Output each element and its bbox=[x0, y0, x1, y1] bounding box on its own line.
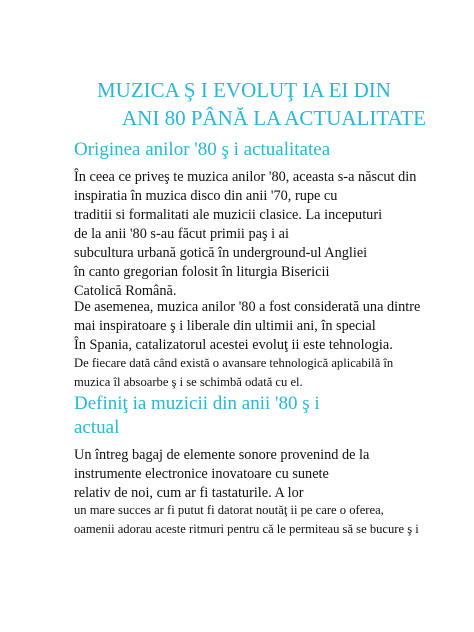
text-line: relativ de noi, cum ar fi tastaturile. A lor bbox=[74, 485, 304, 501]
section-heading-origins: Originea anilor '80 ş i actualitatea bbox=[74, 139, 331, 160]
text-line: în canto gregorian folosit în liturgia Bisericii bbox=[74, 264, 330, 280]
text-line: de la anii '80 s-au făcut primii paş i ai bbox=[74, 226, 289, 242]
text-line: De fiecare dată când există o avansare tehnologică aplicabilă în bbox=[74, 356, 394, 370]
document-title bbox=[60, 76, 460, 132]
title-line-1: MUZICA Ş I EVOLUŢ IA EI DIN bbox=[97, 78, 391, 102]
section-heading-definition bbox=[74, 392, 320, 440]
text-line: În Spania, catalizatorul acestei evoluţ ii este tehnologia. bbox=[74, 337, 393, 353]
text-line: În ceea ce priveş te muzica anilor '80, aceasta s-a născut din bbox=[74, 169, 417, 185]
text-line: subcultura urbană gotică în underground-ul Angliei bbox=[74, 245, 368, 261]
text-line: De asemenea, muzica anilor '80 a fost considerată una dintre bbox=[74, 299, 421, 315]
title-line-2: ANI 80 PÂNĂ LA ACTUALITATE bbox=[122, 106, 426, 130]
paragraph-definition-1 bbox=[74, 446, 369, 503]
heading-line-2: actual bbox=[74, 417, 120, 438]
paragraph-origins-1 bbox=[74, 168, 416, 301]
text-line: un mare succes ar fi putut fi datorat noutăţ ii pe care o oferea, bbox=[74, 503, 384, 517]
text-line: oamenii adorau aceste ritmuri pentru că le permiteau să se bucure ş i bbox=[74, 522, 419, 536]
text-line: muzica îl absoarbe ş i se schimbă odată cu el. bbox=[74, 375, 303, 389]
text-line: Catolică Română. bbox=[74, 283, 177, 299]
heading-line-1: Definiţ ia muzicii din anii '80 ş i bbox=[74, 393, 320, 414]
paragraph-origins-2 bbox=[74, 298, 420, 355]
paragraph-origins-3 bbox=[74, 354, 393, 392]
paragraph-definition-2 bbox=[74, 501, 419, 539]
text-line: mai inspiratoare ş i liberale din ultimii ani, în special bbox=[74, 318, 376, 334]
text-line: instrumente electronice inovatoare cu sunete bbox=[74, 466, 329, 482]
text-line: traditii si formalitati ale muzicii clasice. La inceputuri bbox=[74, 207, 383, 223]
text-line: Un întreg bagaj de elemente sonore provenind de la bbox=[74, 447, 370, 463]
text-line: inspiratia în muzica disco din anii '70, rupe cu bbox=[74, 188, 338, 204]
